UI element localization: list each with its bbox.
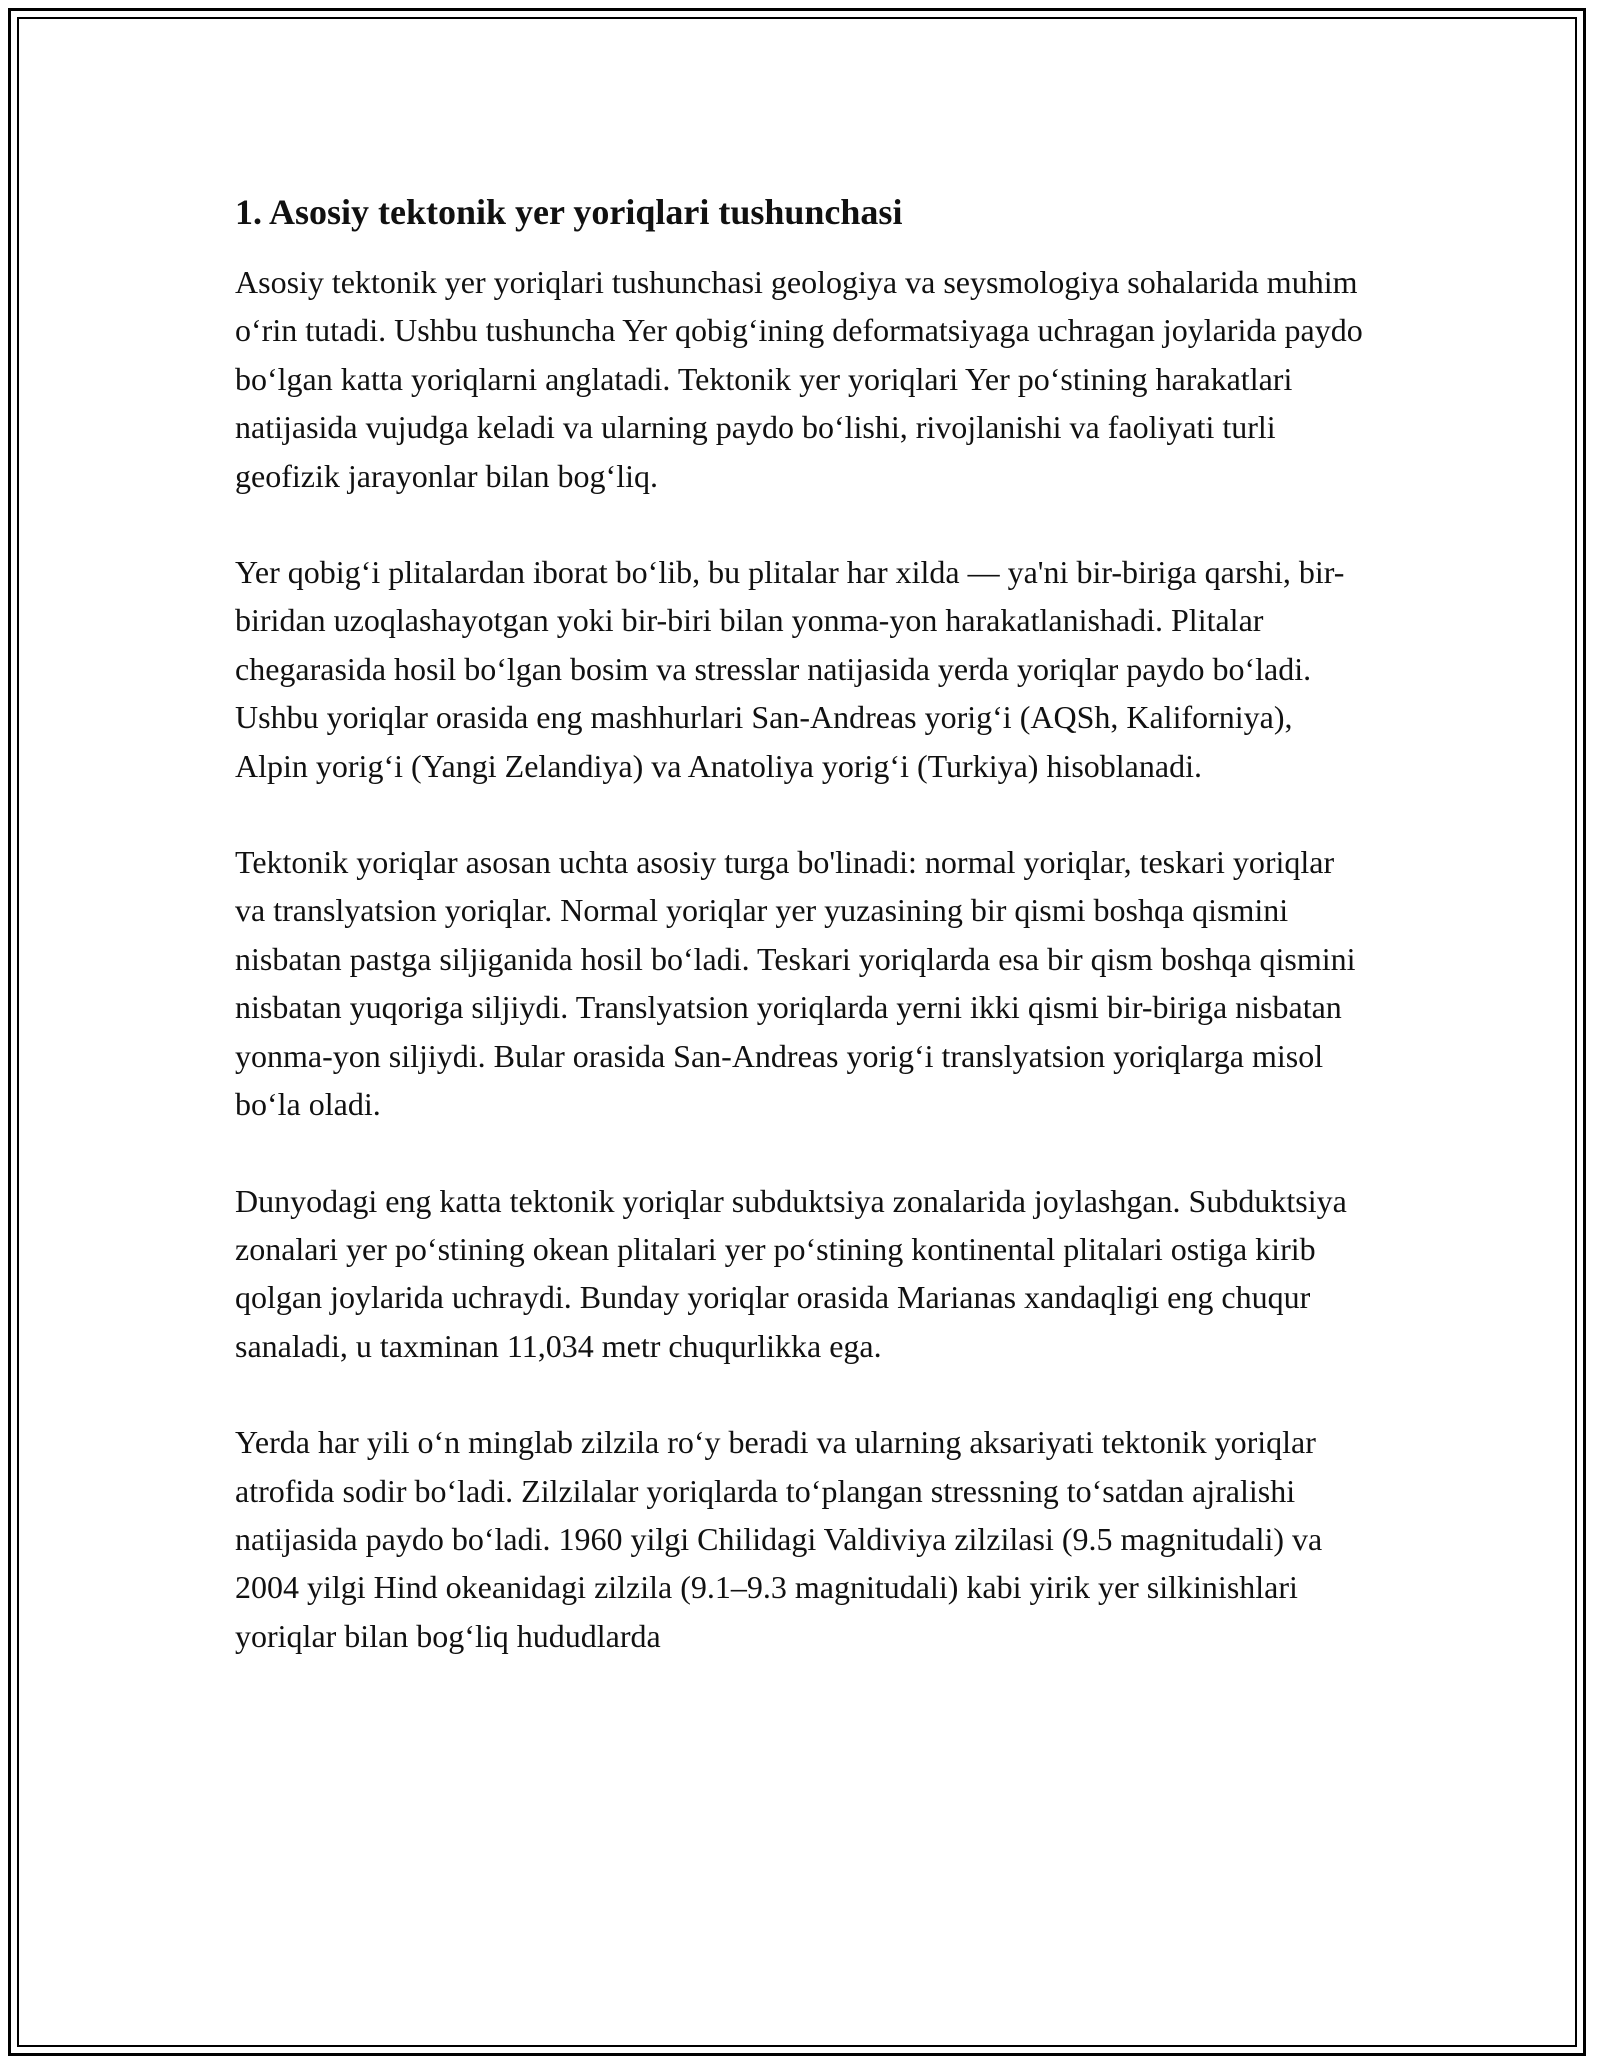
paragraph-4: Dunyodagi eng katta tektonik yoriqlar subduktsiya zonalarida joylashgan. Subduktsiya zonalari yer po‘stining okean plitalari yer po‘stining kontinental plitalari ostiga kirib qolgan joylarida uchraydi. Bunday yoriqlar orasida Marianas xandaqligi eng chuqur sanaladi, u taxminan 11,034 metr chuqurlikka ega. — [235, 1182, 1347, 1364]
document-body — [235, 188, 1370, 1708]
paragraph-1: Asosiy tektonik yer yoriqlari tushunchasi geologiya va seysmologiya sohalarida muhim o‘rin tutadi. Ushbu tushuncha Yer qobig‘ining deformatsiyaga uchragan joylarida paydo bo‘lgan katta yoriqlarni anglatadi. Tektonik yer yoriqlari Yer po‘stining harakatlari natijasida vujudga keladi va ularning paydo bo‘lishi, rivojlanishi va faoliyati turli geofizik jarayonlar bilan bog‘liq. — [235, 264, 1363, 494]
paragraph-2: Yer qobig‘i plitalardan iborat bo‘lib, bu plitalar har xilda — ya'ni bir-biriga qarshi, bir-biridan uzoqlashayotgan yoki bir-biri bilan yonma-yon harakatlanishadi. Plitalar chegarasida hosil bo‘lgan bosim va stresslar natijasida yerda yoriqlar paydo bo‘ladi. Ushbu yoriqlar orasida eng mashhurlari San-Andreas yorig‘i (AQSh, Kaliforniya), Alpin yorig‘i (Yangi Zelandiya) va Anatoliya yorig‘i (Turkiya) hisoblanadi. — [235, 554, 1345, 784]
section-heading: 1. Asosiy tektonik yer yoriqlari tushunchasi — [235, 192, 903, 232]
paragraph-3: Tektonik yoriqlar asosan uchta asosiy turga bo'linadi: normal yoriqlar, teskari yoriqlar va translyatsion yoriqlar. Normal yoriqlar yer yuzasining bir qismi boshqa qismini nisbatan pastga siljiganida hosil bo‘ladi. Teskari yoriqlarda esa bir qism boshqa qismini nisbatan yuqoriga siljiydi. Translyatsion yoriqlarda yerni ikki qismi bir-biriga nisbatan yonma-yon siljiydi. Bular orasida San-Andreas yorig‘i translyatsion yoriqlarga misol bo‘la oladi. — [235, 844, 1356, 1123]
paragraph-5: Yerda har yili o‘n minglab zilzila ro‘y beradi va ularning aksariyati tektonik yoriqlar atrofida sodir bo‘ladi. Zilzilalar yoriqlarda to‘plangan stressning to‘satdan ajralishi natijasida paydo bo‘ladi. 1960 yilgi Chilidagi Valdiviya zilzilasi (9.5 magnitudali) va 2004 yilgi Hind okeanidagi zilzila (9.1–9.3 magnitudali) kabi yirik yer silkinishlari yoriqlar bilan bog‘liq hududlarda — [235, 1424, 1323, 1654]
